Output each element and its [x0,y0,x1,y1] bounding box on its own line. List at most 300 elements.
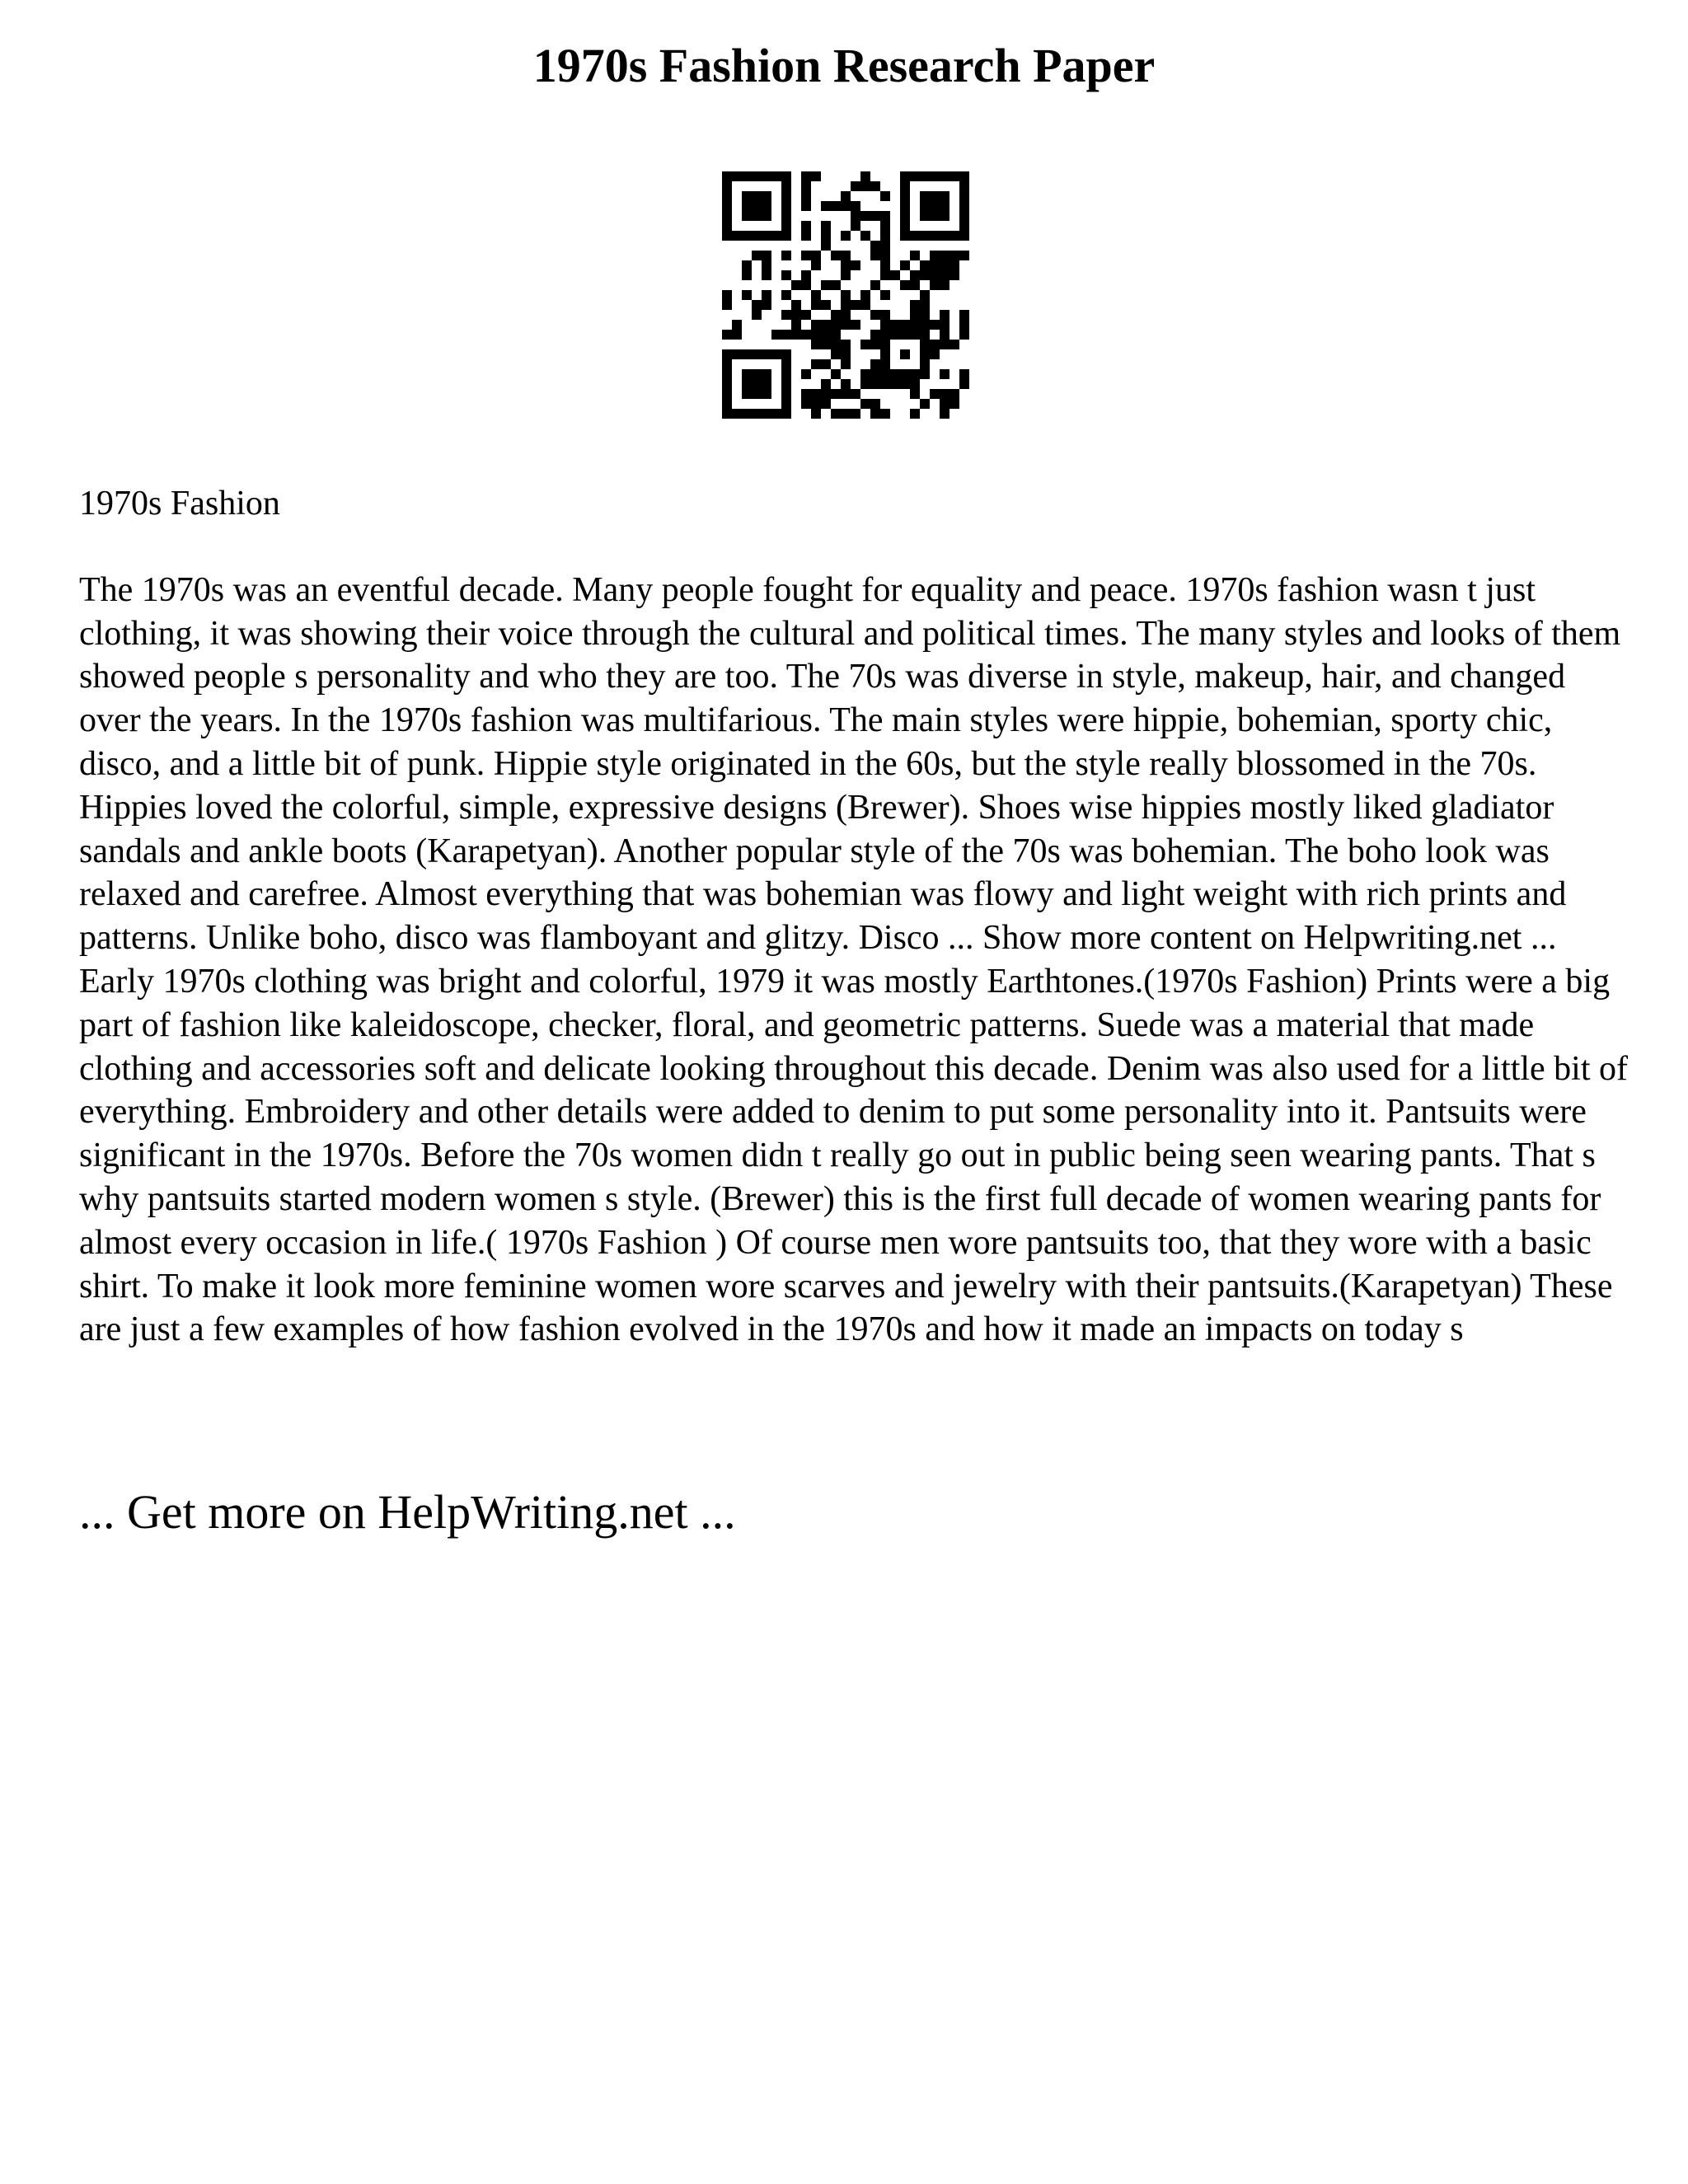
qr-module [851,260,860,270]
qr-module [841,300,851,310]
qr-module [801,191,811,201]
qr-module [940,251,950,260]
qr-module [900,211,910,221]
qr-module [950,270,959,280]
qr-module [880,241,890,251]
qr-module [940,270,950,280]
qr-module [851,320,860,330]
qr-module [950,340,959,349]
qr-module [870,310,880,320]
qr-module [959,221,969,231]
qr-module [722,330,732,340]
qr-module [801,389,811,399]
qr-module [752,379,762,389]
qr-module [821,359,831,369]
qr-module [940,409,950,419]
qr-module [762,389,771,399]
qr-module [771,409,781,419]
qr-module [762,260,771,270]
qr-module [841,409,851,419]
qr-module [930,251,940,260]
qr-module [781,409,791,419]
qr-module [801,231,811,241]
page-title: 1970s Fashion Research Paper [532,39,1156,92]
qr-module [722,349,732,359]
qr-module [959,171,969,181]
qr-module [920,310,930,320]
qr-module [841,389,851,399]
qr-module [880,221,890,231]
qr-module [841,290,851,300]
qr-module [742,201,752,211]
qr-module [940,191,950,201]
qr-module [860,340,870,349]
qr-module [880,310,890,320]
qr-module [959,310,969,320]
qr-module [762,171,771,181]
qr-module [950,389,959,399]
qr-module [920,270,930,280]
qr-module [821,280,831,290]
qr-module [851,409,860,419]
qr-module [930,320,940,330]
qr-module [870,251,880,260]
qr-module [791,310,801,320]
qr-module [821,340,831,349]
qr-module [900,181,910,191]
qr-module [781,310,791,320]
qr-module [900,171,910,181]
qr-module [781,389,791,399]
qr-module [752,231,762,241]
qr-module [841,359,851,369]
qr-module [791,330,801,340]
qr-module [959,251,969,260]
qr-module [860,379,870,389]
qr-module [940,389,950,399]
qr-module [831,369,841,379]
qr-module [742,191,752,201]
qr-module [959,330,969,340]
qr-module [910,369,920,379]
qr-module [900,231,910,241]
qr-module [959,211,969,221]
qr-module [722,409,732,419]
qr-module [811,399,821,409]
qr-module [762,409,771,419]
qr-module [801,251,811,260]
qr-module [762,201,771,211]
qr-module [920,349,930,359]
qr-module [920,340,930,349]
qr-module [752,389,762,399]
qr-module [959,191,969,201]
qr-module [742,409,752,419]
qr-module [811,409,821,419]
qr-module [722,290,732,300]
qr-module [910,270,920,280]
qr-module [742,231,752,241]
qr-module [880,369,890,379]
qr-module [821,231,831,241]
qr-module [880,409,890,419]
qr-module [811,251,821,260]
qr-module [920,369,930,379]
qr-module [752,349,762,359]
qr-module [940,320,950,330]
qr-module [722,211,732,221]
qr-module [930,231,940,241]
qr-module [781,349,791,359]
qr-module [831,330,841,340]
qr-module [920,260,930,270]
qr-module [781,369,791,379]
qr-module [821,389,831,399]
qr-module [722,171,732,181]
qr-module [831,201,841,211]
qr-module [762,349,771,359]
qr-module [831,409,841,419]
qr-module [880,349,890,359]
qr-module [821,379,831,389]
qr-module [910,379,920,389]
qr-module [900,191,910,201]
qr-module [762,379,771,389]
qr-module [742,379,752,389]
qr-module [880,231,890,241]
qr-module [860,290,870,300]
qr-module [910,300,920,310]
qr-module [762,251,771,260]
qr-module [870,241,880,251]
qr-module [811,171,821,181]
qr-module [841,251,851,260]
qr-module [920,201,930,211]
qr-module [860,300,870,310]
qr-module [930,211,940,221]
qr-module [841,201,851,211]
qr-module [742,211,752,221]
qr-module [880,320,890,330]
qr-module [870,330,880,340]
qr-module [781,379,791,389]
qr-module [880,379,890,389]
qr-module [742,270,752,280]
qr-module [900,320,910,330]
qr-module [910,310,920,320]
qr-module [940,201,950,211]
qr-module [870,379,880,389]
paragraph-details: Early 1970s clothing was bright and colorful, 1979 it was mostly Earthtones.(1970s Fashion) Prints were a big part of fashion like kaleidoscope, checker, floral, and geometric patterns. Suede was a material that made clothing and accessories soft and delicate looking throughout this decade. Denim was also used for a little bit of everything. Embroidery and other details were added to denim to put some personality into it. Pantsuits were significant in the 1970s. Before the 70s women didn t really go out in public being seen wearing pants. That s why pantsuits started modern women s style. (Brewer) this is the first full decade of women wearing pants for almost every occasion in life.( 1970s Fashion ) Of course men wore pantsuits too, that they wore with a basic shirt. To make it look more feminine women wore scarves and jewelry with their pantsuits.(Karapetyan) These are just a few examples of how fashion evolved in the 1970s and how it made an impacts on today s [79,962,1629,1349]
qr-module [811,389,821,399]
qr-module [940,211,950,221]
qr-module [752,310,762,320]
qr-module [722,191,732,201]
qr-module [890,330,900,340]
qr-module [910,389,920,399]
qr-module [930,389,940,399]
qr-module [722,369,732,379]
qr-module [831,320,841,330]
qr-module [752,191,762,201]
qr-module [860,399,870,409]
qr-module [880,359,890,369]
qr-module [762,191,771,201]
qr-module [811,340,821,349]
qr-module [811,260,821,270]
paragraph-intro: The 1970s was an eventful decade. Many people fought for equality and peace. 1970s fashion wasn t just clothing, it was showing their voice through the cultural and political times. The many styles and looks of them showed people s personality and who they are too. The 70s was diverse in style, makeup, hair, and changed over the years. In the 1970s fashion was multifarious. The main styles were hippie, bohemian, sporty chic, disco, and a little bit of punk. Hippie style originated in the 60s, but the style really blossomed in the 70s. Hippies loved the colorful, simple, expressive designs (Brewer). Shoes wise hippies mostly liked gladiator sandals and ankle boots (Karapetyan). Another popular style of the 70s was bohemian. The boho look was relaxed and carefree. Almost everything that was bohemian was flowy and light weight with rich prints and patterns. Unlike boho, disco was flamboyant and glitzy. Disco ... Show more content on Helpwriting.net ... [79,570,1621,958]
qr-module [722,231,732,241]
qr-code-icon [722,171,969,419]
qr-module [920,320,930,330]
qr-module [880,340,890,349]
qr-module [860,369,870,379]
qr-module [950,251,959,260]
qr-module [880,191,890,201]
qr-module [742,260,752,270]
qr-module [781,231,791,241]
get-more-link[interactable]: ... Get more on HelpWriting.net ... [79,1485,736,1539]
qr-module [910,251,920,260]
qr-module [722,389,732,399]
qr-module [801,310,811,320]
qr-module [771,171,781,181]
qr-module [930,349,940,359]
qr-module [870,359,880,369]
section-heading: 1970s Fashion [79,485,280,523]
qr-module [732,171,742,181]
qr-module [762,231,771,241]
qr-module [959,231,969,241]
qr-module [801,330,811,340]
qr-module [831,251,841,260]
qr-module [900,369,910,379]
qr-module [851,389,860,399]
qr-module [722,300,732,310]
qr-module [930,340,940,349]
qr-module [870,340,880,349]
qr-module [752,201,762,211]
qr-module [920,330,930,340]
qr-module [791,320,801,330]
qr-module [722,201,732,211]
qr-module [781,290,791,300]
qr-module [940,310,950,320]
qr-module [841,310,851,320]
qr-module [870,211,880,221]
qr-module [752,171,762,181]
qr-module [801,270,811,280]
qr-module [930,201,940,211]
qr-module [959,320,969,330]
qr-module [870,409,880,419]
qr-module [880,211,890,221]
qr-module [870,280,880,290]
qr-module [781,330,791,340]
qr-module [752,409,762,419]
qr-module [781,191,791,201]
qr-module [811,300,821,310]
qr-module [950,171,959,181]
qr-module [841,340,851,349]
qr-module [722,359,732,369]
qr-module [910,280,920,290]
qr-module [811,359,821,369]
qr-module [920,171,930,181]
qr-module [851,201,860,211]
qr-module [781,171,791,181]
qr-module [860,181,870,191]
qr-module [940,280,950,290]
qr-module [959,201,969,211]
qr-module [920,231,930,241]
qr-module [781,181,791,191]
qr-module [900,379,910,389]
qr-module [722,181,732,191]
qr-module [940,399,950,409]
qr-module [821,201,831,211]
qr-module [821,399,831,409]
qr-module [732,320,742,330]
qr-module [831,389,841,399]
qr-module [910,320,920,330]
qr-module [742,389,752,399]
qr-module [920,211,930,221]
qr-module [841,231,851,241]
qr-module [841,270,851,280]
qr-module [940,171,950,181]
qr-module [900,221,910,231]
qr-module [841,320,851,330]
qr-module [890,320,900,330]
qr-module [781,399,791,409]
qr-module [781,201,791,211]
qr-module [771,231,781,241]
qr-module [752,369,762,379]
qr-module [831,340,841,349]
article-body [79,482,1629,1352]
qr-module [831,280,841,290]
qr-module [851,221,860,231]
qr-module [732,349,742,359]
qr-module [762,300,771,310]
qr-module [742,171,752,181]
qr-module [742,369,752,379]
qr-module [959,181,969,191]
qr-module [890,369,900,379]
qr-module [860,171,870,181]
qr-module [742,290,752,300]
qr-module [752,251,762,260]
qr-module [841,349,851,359]
qr-module [801,369,811,379]
qr-module [900,280,910,290]
qr-module [930,280,940,290]
qr-module [762,290,771,300]
qr-module [841,260,851,270]
qr-module [732,330,742,340]
qr-module [801,221,811,231]
qr-module [910,409,920,419]
qr-module [821,241,831,251]
qr-module [930,171,940,181]
qr-module [940,330,950,340]
qr-module [781,359,791,369]
qr-module [870,369,880,379]
qr-module [732,409,742,419]
qr-module [801,280,811,290]
qr-module [930,270,940,280]
qr-module [811,330,821,340]
qr-module [791,280,801,290]
qr-module [900,201,910,211]
qr-module [841,191,851,201]
qr-module [781,251,791,260]
qr-module [851,211,860,221]
qr-module [752,300,762,310]
qr-module [791,300,801,310]
qr-module [781,270,791,280]
qr-module [880,270,890,280]
qr-module [821,330,831,340]
qr-module [950,399,959,409]
qr-module [821,300,831,310]
qr-module [959,379,969,389]
qr-module [920,300,930,310]
qr-module [880,260,890,270]
qr-module [940,231,950,241]
qr-module [920,399,930,409]
qr-module [762,211,771,221]
qr-module [801,181,811,191]
qr-module [781,221,791,231]
qr-module [940,340,950,349]
qr-module [722,379,732,389]
qr-module [831,310,841,320]
qr-module [801,171,811,181]
qr-module [752,211,762,221]
qr-module [811,290,821,300]
qr-module [900,260,910,270]
qr-module [920,359,930,369]
qr-module [851,181,860,191]
qr-module [890,379,900,389]
qr-module [771,330,781,340]
qr-module [930,191,940,201]
qr-module [801,399,811,409]
qr-module [959,369,969,379]
qr-module [781,211,791,221]
qr-module [722,399,732,409]
qr-module [742,349,752,359]
qr-module [900,330,910,340]
qr-module [930,260,940,270]
qr-module [732,231,742,241]
qr-module [880,251,890,260]
qr-module [920,290,930,300]
qr-module [880,290,890,300]
qr-module [841,379,851,389]
qr-module [811,320,821,330]
qr-module [870,181,880,191]
qr-module [762,270,771,280]
qr-module [910,171,920,181]
qr-module [762,369,771,379]
qr-module [880,330,890,340]
qr-module [950,260,959,270]
qr-module [722,221,732,231]
qr-module [851,300,860,310]
